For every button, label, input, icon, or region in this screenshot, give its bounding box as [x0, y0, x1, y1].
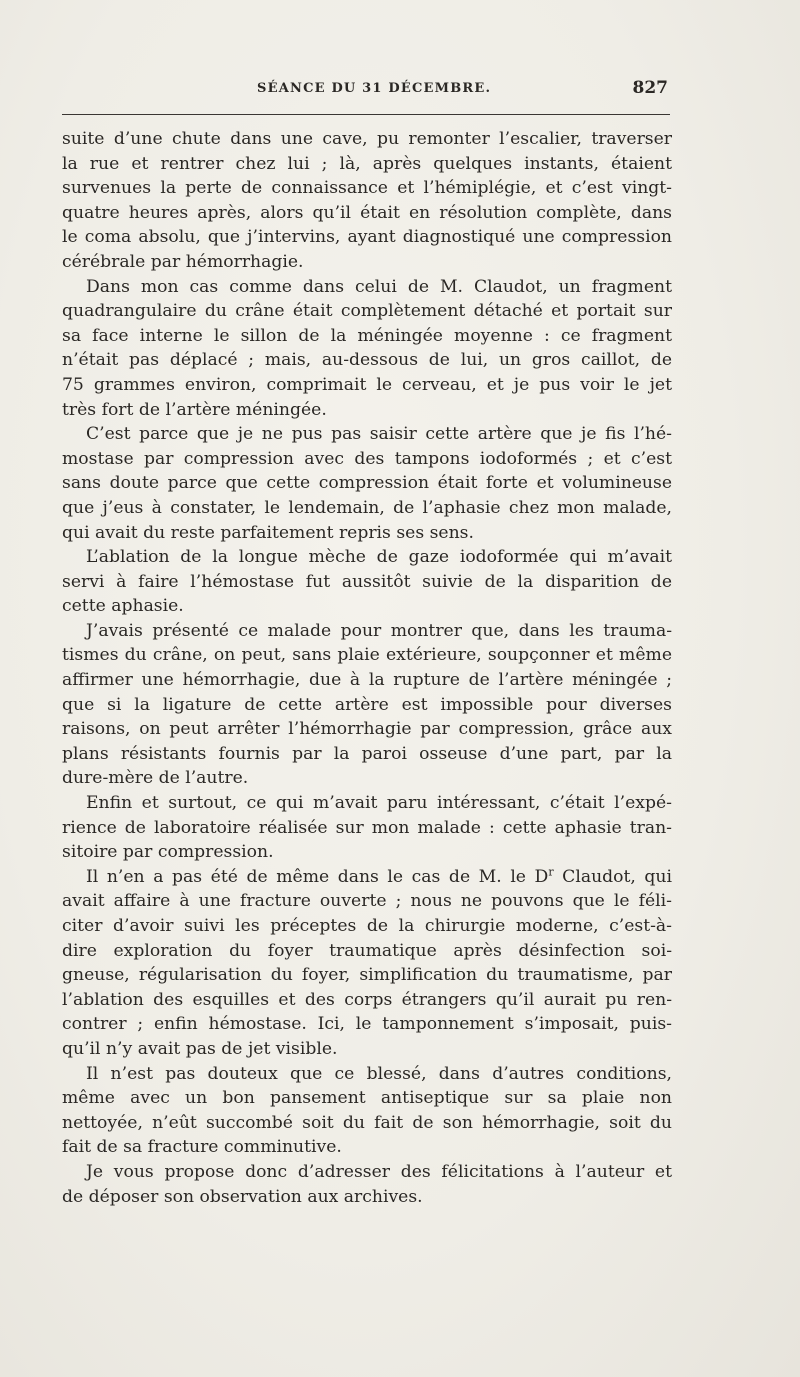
text-line: dire exploration du foyer traumatique après désinfection soi- [62, 940, 672, 961]
body-text [62, 127, 672, 1209]
running-head [62, 78, 670, 102]
text-line: quadrangulaire du crâne était complètement détaché et portait sur [62, 301, 672, 322]
header-rule [62, 114, 670, 115]
text-line: la rue et rentrer chez lui ; là, après quelques instants, étaient [62, 153, 672, 174]
text-line: servi à faire l’hémostase fut aussitôt suivie de la disparition de [62, 571, 672, 592]
text-line: suite d’une chute dans une cave, pu remonter l’escalier, traverser [62, 129, 672, 149]
text-line: très fort de l’artère méningée. [62, 399, 327, 420]
text-line: affirmer une hémorrhagie, due à la rupture de l’artère méningée ; [62, 670, 672, 691]
text-line: même avec un bon pansement antiseptique sur sa plaie non [62, 1088, 672, 1109]
text-line: plans résistants fournis par la paroi osseuse d’une part, par la [62, 743, 672, 764]
text-line: le coma absolu, que j’intervins, ayant diagnostiqué une compression [62, 227, 672, 248]
text-line: nettoyée, n’eût succombé soit du fait de son hémorrhagie, soit du [62, 1112, 672, 1133]
text-line: sitoire par compression. [62, 842, 274, 863]
text-line: que si la ligature de cette artère est impossible pour diverses [62, 694, 672, 715]
running-title: SÉANCE DU 31 DÉCEMBRE. [257, 81, 492, 96]
text-line: Je vous propose donc d’adresser des félicitations à l’auteur et [86, 1161, 672, 1182]
text-line: qui avait du reste parfaitement repris ses sens. [62, 522, 474, 543]
text-line: cérébrale par hémorrhagie. [62, 251, 304, 272]
text-line: J’avais présenté ce malade pour montrer que, dans les trauma- [86, 620, 672, 641]
text-fragment: Il n’en a pas été de même dans le cas de M. le D [86, 866, 549, 887]
text-line: C’est parce que je ne pus pas saisir cette artère que je fis l’hé- [86, 424, 672, 445]
text-line: L’ablation de la longue mèche de gaze iodoformée qui m’avait [86, 547, 672, 568]
text-line: dure-mère de l’autre. [62, 768, 249, 789]
text-line: tismes du crâne, on peut, sans plaie extérieure, soupçonner et même [62, 645, 672, 666]
text-line: qu’il n’y avait pas de jet visible. [62, 1038, 338, 1059]
text-line: citer d’avoir suivi les préceptes de la chirurgie moderne, c’est-à- [62, 916, 672, 936]
page-number: 827 [632, 78, 668, 98]
text-line: 75 grammes environ, comprimait le cerveau, et je pus voir le jet [62, 374, 672, 395]
text-line: quatre heures après, alors qu’il était en résolution complète, dans [62, 202, 672, 223]
text-line: survenues la perte de connaissance et l’hémiplégie, et c’est vingt- [62, 178, 672, 199]
text-line: mostase par compression avec des tampons iodoformés ; et c’est [62, 448, 672, 469]
text-line: gneuse, régularisation du foyer, simplification du traumatisme, par [62, 965, 672, 986]
text-line-with-superscript [62, 865, 672, 890]
text-line: sans doute parce que cette compression était forte et volumineuse [62, 473, 672, 494]
text-line: cette aphasie. [62, 596, 184, 617]
text-line: raisons, on peut arrêter l’hémorrhagie par compression, grâce aux [62, 719, 672, 740]
superscript: r [548, 865, 554, 879]
text-line: n’était pas déplacé ; mais, au-dessous de lui, un gros caillot, de [62, 350, 672, 371]
text-line: que j’eus à constater, le lendemain, de l’aphasie chez mon malade, [62, 497, 672, 518]
text-line: de déposer son observation aux archives. [62, 1186, 423, 1207]
text-line: Enfin et surtout, ce qui m’avait paru intéressant, c’était l’expé- [86, 793, 672, 814]
text-line: contrer ; enfin hémostase. Ici, le tamponnement s’imposait, puis- [62, 1014, 672, 1035]
text-line: Dans mon cas comme dans celui de M. Claudot, un fragment [86, 276, 672, 297]
text-line: sa face interne le sillon de la méningée moyenne : ce fragment [62, 325, 672, 346]
text-line: l’ablation des esquilles et des corps étrangers qu’il aurait pu ren- [62, 989, 672, 1010]
text-line: fait de sa fracture comminutive. [62, 1137, 342, 1158]
text-line: avait affaire à une fracture ouverte ; nous ne pouvons que le féli- [62, 891, 672, 912]
text-fragment: Claudot, qui [553, 866, 673, 887]
text-line: rience de laboratoire réalisée sur mon malade : cette aphasie tran- [62, 817, 672, 838]
text-line: Il n’est pas douteux que ce blessé, dans d’autres conditions, [86, 1063, 672, 1084]
